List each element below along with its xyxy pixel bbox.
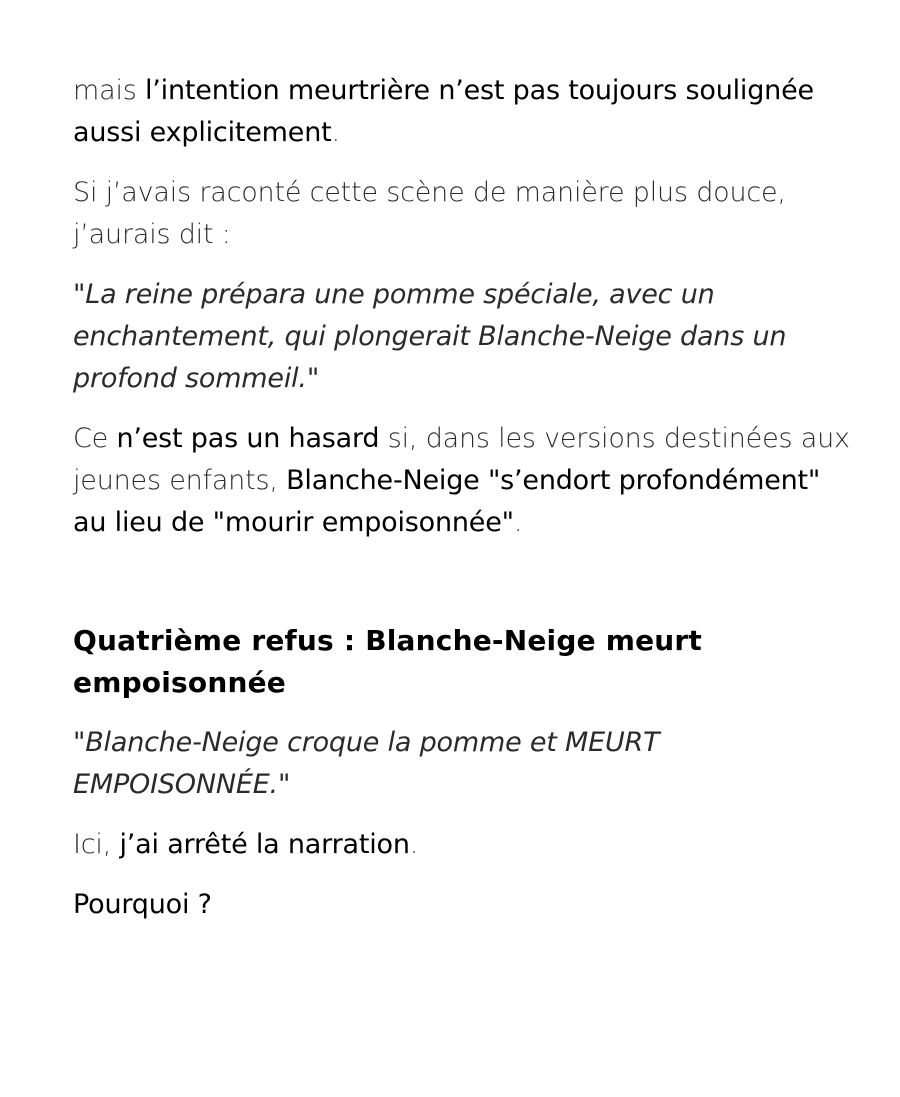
text-emphasis-endort: Blanche-Neige "s’endort profondément" au lieu de "mourir empoisonnée" <box>73 465 821 538</box>
paragraph-children-versions <box>73 418 853 544</box>
text-lead: Ce <box>73 423 117 454</box>
text-lead: Ici, <box>73 829 120 860</box>
quote-text: Blanche-Neige croque la pomme et MEURT EMPOISONNÉE. <box>73 727 660 800</box>
paragraph-quote-sleep <box>73 274 853 400</box>
text-lead: mais <box>73 75 145 106</box>
paragraph-softer-version <box>73 172 853 256</box>
text-emphasis-hasard: n’est pas un hasard <box>116 423 380 454</box>
text-tail: . <box>513 507 523 538</box>
text-emphasis: l’intention meurtrière n’est pas toujours soulignée aussi explicitement <box>73 75 814 148</box>
quote-open-mark: " <box>73 279 86 310</box>
text-emphasis: Pourquoi ? <box>73 889 212 920</box>
quote-text: La reine prépara une pomme spéciale, avec un enchantement, qui plongerait Blanche-Neige dans un profond sommeil. <box>73 279 787 394</box>
paragraph-intention <box>73 70 853 154</box>
quote-close-mark: " <box>306 363 320 394</box>
text-middle: si, dans les versions destinées aux jeunes enfants, <box>73 423 850 496</box>
quote-open-mark: " <box>73 727 86 758</box>
paragraph-quote-dies <box>73 722 853 806</box>
text-emphasis: j’ai arrêté la narration <box>119 829 410 860</box>
document-page <box>73 70 853 926</box>
text-tail: . <box>409 829 419 860</box>
quote-close-mark: " <box>277 769 291 800</box>
paragraph-why <box>73 884 853 926</box>
text-tail: . <box>331 117 340 148</box>
section-heading: Quatrième refus : Blanche-Neige meurt empoisonnée <box>73 624 703 699</box>
text-body: Si j’avais raconté cette scène de manière plus douce, j’aurais dit : <box>73 177 786 250</box>
paragraph-narration-stopped <box>73 824 853 866</box>
